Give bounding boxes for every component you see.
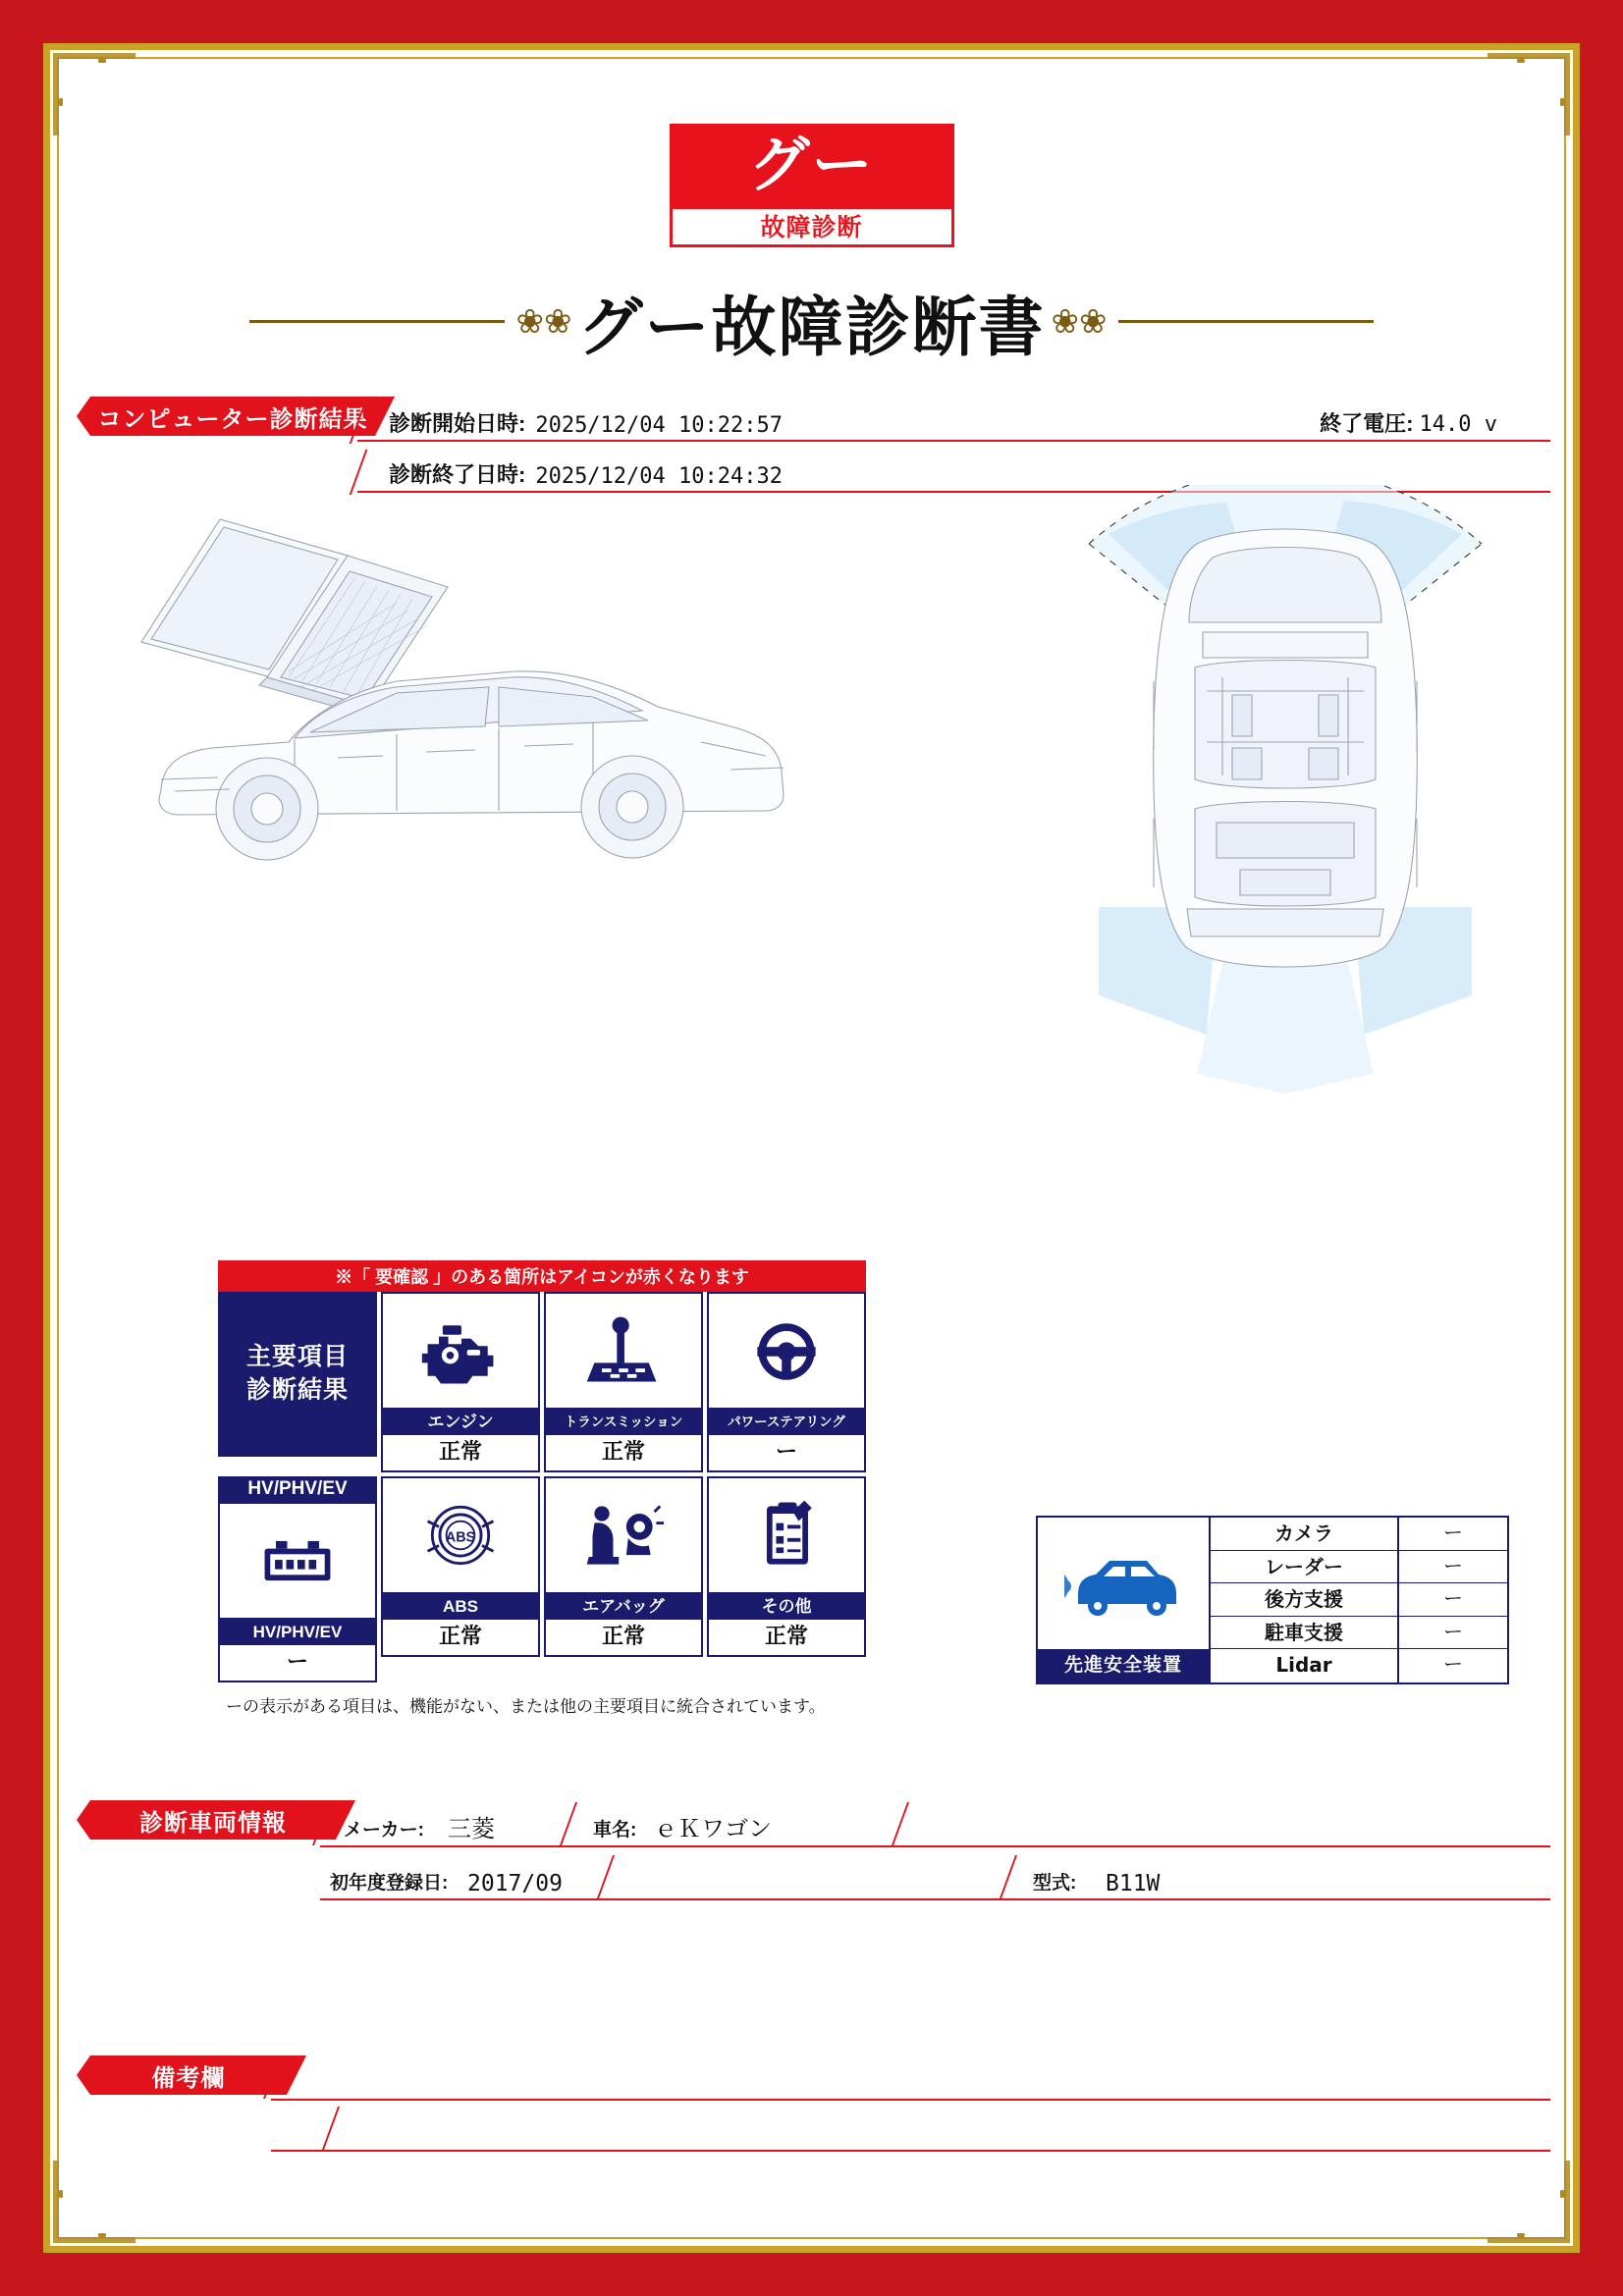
item-hv-name: HV/PHV/EV	[218, 1620, 377, 1645]
item-abs-name: ABS	[381, 1594, 540, 1620]
maker-label: メーカー:	[344, 1820, 424, 1841]
abs-icon	[418, 1497, 503, 1574]
diagnosis-end-label: 診断終了日時:	[389, 462, 526, 487]
item-other	[707, 1476, 866, 1682]
item-other-name: その他	[707, 1594, 866, 1620]
adas-key-rear-support: 後方支援	[1211, 1583, 1399, 1616]
main-items-head-cell	[218, 1292, 377, 1472]
row-underline	[320, 1845, 1550, 1847]
transmission-icon	[581, 1312, 666, 1389]
page-title-text: グー故障診断書	[577, 290, 1046, 365]
adas-value-parking-support: ー	[1443, 1621, 1463, 1643]
adas-value-camera: ー	[1443, 1522, 1463, 1544]
adas-key-lidar: Lidar	[1211, 1649, 1399, 1682]
item-airbag	[544, 1476, 703, 1682]
end-voltage-value: 14.0 v	[1419, 412, 1497, 437]
flourish-right-icon: ❀❀	[1051, 302, 1108, 341]
item-airbag-state: 正常	[544, 1620, 703, 1657]
section-header-remarks: 備考欄	[90, 2056, 287, 2095]
page-title	[63, 275, 1560, 368]
section-header-vehicle-info: 診断車両情報	[90, 1800, 336, 1840]
document-content	[63, 63, 1560, 2233]
diagnosis-start-label: 診断開始日時:	[389, 411, 526, 436]
vehicle-info-block	[320, 1796, 1550, 1902]
type-value: B11W	[1106, 1871, 1161, 1896]
hv-battery-icon	[255, 1522, 340, 1599]
main-items-grid	[218, 1292, 866, 1682]
remarks-line[interactable]	[271, 2103, 1550, 2154]
item-transmission-name: トランスミッション	[544, 1410, 703, 1435]
remarks-line[interactable]	[271, 2052, 1550, 2103]
table-row	[1211, 1649, 1507, 1682]
table-row	[1211, 1518, 1507, 1551]
table-row	[1211, 1551, 1507, 1584]
diagnosis-start-row	[357, 393, 1550, 444]
diagnosis-start-value: 2025/12/04 10:22:57	[535, 413, 783, 438]
goo-logo	[670, 124, 954, 247]
adas-label: 先進安全装置	[1038, 1649, 1209, 1682]
item-engine-state: 正常	[381, 1435, 540, 1472]
end-voltage-label: 終了電圧:	[1320, 411, 1414, 436]
item-engine-name: エンジン	[381, 1410, 540, 1435]
main-items-footnote: ーの表示がある項目は、機能がない、または他の主要項目に統合されています。	[226, 1697, 826, 1716]
item-abs-state: 正常	[381, 1620, 540, 1657]
adas-left-panel	[1038, 1518, 1211, 1682]
type-label: 型式:	[1033, 1873, 1077, 1894]
item-other-state: 正常	[707, 1620, 866, 1657]
sensor-coverage-illustration	[1030, 485, 1541, 1094]
item-hv-phv-ev	[218, 1476, 377, 1682]
row-separator	[597, 1855, 636, 1898]
adas-value-lidar: ー	[1443, 1654, 1463, 1676]
vehicle-info-row-1	[320, 1796, 1550, 1849]
row-separator	[322, 2107, 361, 2150]
adas-key-parking-support: 駐車支援	[1211, 1617, 1399, 1649]
model-label: 車名:	[593, 1820, 637, 1841]
flourish-left-icon: ❀❀	[515, 302, 572, 341]
item-airbag-name: エアバッグ	[544, 1594, 703, 1620]
main-items-note: ※「 要確認 」のある箇所はアイコンが赤くなります	[218, 1260, 866, 1292]
logo-sub-text: 故障診断	[670, 206, 954, 247]
diagnosis-end-value: 2025/12/04 10:24:32	[535, 464, 783, 489]
main-items-head-line2: 診断結果	[245, 1376, 349, 1404]
row-underline	[320, 1898, 1550, 1900]
adas-value-radar: ー	[1443, 1555, 1463, 1577]
vehicle-info-row-2	[320, 1849, 1550, 1902]
item-power-steering-name: パワーステアリング	[707, 1410, 866, 1435]
title-rule-left	[249, 320, 505, 323]
item-transmission	[544, 1292, 703, 1472]
item-engine	[381, 1292, 540, 1472]
remarks-block[interactable]	[271, 2052, 1550, 2154]
model-value: ｅＫワゴン	[654, 1815, 772, 1842]
adas-key-camera: カメラ	[1211, 1518, 1399, 1550]
main-items-head-line1: 主要項目	[245, 1343, 349, 1371]
row-underline	[357, 440, 1550, 442]
end-voltage	[1320, 407, 1497, 438]
airbag-icon	[581, 1497, 666, 1574]
svg-text:ABS: ABS	[445, 1529, 476, 1546]
item-power-steering	[707, 1292, 866, 1472]
table-row	[1211, 1583, 1507, 1617]
title-rule-right	[1118, 320, 1374, 323]
item-hv-state: ー	[218, 1645, 377, 1682]
diagnosis-datetime-block	[357, 393, 1550, 495]
adas-key-radar: レーダー	[1211, 1551, 1399, 1583]
item-abs	[381, 1476, 540, 1682]
adas-value-rear-support: ー	[1443, 1588, 1463, 1610]
table-row	[1211, 1617, 1507, 1650]
logo-mark-text: グー	[670, 124, 954, 206]
row-underline	[271, 2150, 1550, 2152]
section-header-computer-result: コンピューター診断結果	[90, 397, 375, 436]
adas-rows	[1211, 1518, 1507, 1682]
power-steering-icon	[744, 1312, 829, 1389]
laptop-car-illustration	[102, 485, 848, 878]
adas-table	[1036, 1516, 1509, 1684]
blue-car-icon	[1064, 1541, 1182, 1626]
first-registration-label: 初年度登録日:	[330, 1873, 449, 1894]
item-transmission-state: 正常	[544, 1435, 703, 1472]
engine-icon	[418, 1312, 503, 1389]
row-underline	[271, 2099, 1550, 2101]
clipboard-icon	[744, 1497, 829, 1574]
first-registration-value: 2017/09	[467, 1871, 563, 1896]
row-separator	[892, 1802, 931, 1845]
item-power-steering-state: ー	[707, 1435, 866, 1472]
item-hv-head: HV/PHV/EV	[218, 1476, 377, 1502]
maker-value: 三菱	[448, 1815, 495, 1842]
